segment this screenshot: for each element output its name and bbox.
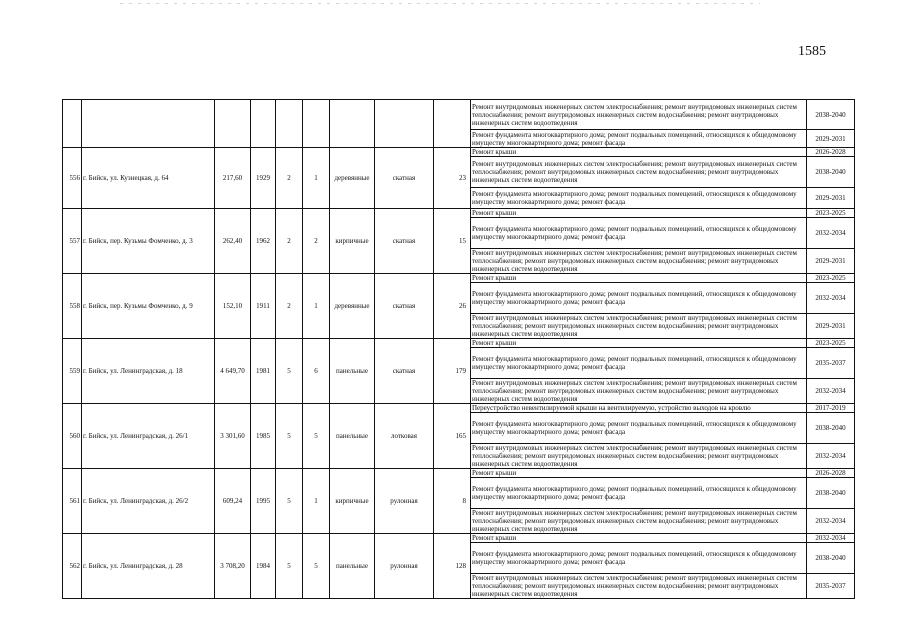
cell-address: г. Бийск, пер. Кузьмы Фомченко, д. 9	[82, 274, 215, 339]
table-row	[63, 404, 855, 413]
cell-area: 262,40	[215, 209, 251, 274]
cell-period: 2023-2025	[807, 339, 855, 348]
capital-repair-table	[62, 99, 855, 599]
cell-work-description: Ремонт крыши	[471, 209, 807, 218]
cell-floors: 2	[276, 209, 303, 274]
cell-period: 2035-2037	[807, 348, 855, 379]
cell-wall-material: деревянные	[330, 274, 375, 339]
cell-apartments: 179	[434, 339, 471, 404]
cell-area: 3 708,20	[215, 534, 251, 599]
cell-entrances: 1	[303, 148, 330, 209]
cell-work-description: Ремонт фундамента многоквартирного дома; ремонт подвальных помещений, относящихся к общедомовому имуществу многоквартирного дома; ремонт фасада	[471, 283, 807, 314]
cell-address: г. Бийск, ул. Ленинградская, д. 26/2	[82, 469, 215, 534]
cell-work-description: Ремонт фундамента многоквартирного дома; ремонт подвальных помещений, относящихся к общедомовому имуществу многоквартирного дома; ремонт фасада	[471, 218, 807, 249]
cell-period: 2032-2034	[807, 283, 855, 314]
cell-floors: 5	[276, 469, 303, 534]
table-row	[63, 100, 855, 130]
cell-roof-type: рулонная	[375, 534, 434, 599]
cell-work-description: Ремонт крыши	[471, 339, 807, 348]
cell-period: 2032-2034	[807, 509, 855, 534]
cell-row-number: 558	[63, 274, 82, 339]
cell-work-description: Ремонт внутридомовых инженерных систем электроснабжения; ремонт внутридомовых инженерных систем теплоснабжения; ремонт внутридомовых инженерных систем водоснабжения; ремонт внутридомовых инженерных систем водоотведения	[471, 314, 807, 339]
table-row	[63, 469, 855, 478]
cell-period: 2029-2031	[807, 249, 855, 274]
cell-work-description: Ремонт фундамента многоквартирного дома; ремонт подвальных помещений, относящихся к общедомовому имуществу многоквартирного дома; ремонт фасада	[471, 543, 807, 574]
cell-work-description: Переустройство невентилируемой крыши на вентилируемую, устройство выходов на кровлю	[471, 404, 807, 413]
cell-period: 2038-2040	[807, 157, 855, 188]
cell-build-year: 1962	[251, 209, 276, 274]
cell-period: 2035-2037	[807, 574, 855, 599]
cell-floors: 5	[276, 534, 303, 599]
cell-entrances: 1	[303, 274, 330, 339]
cell-work-description: Ремонт фундамента многоквартирного дома; ремонт подвальных помещений, относящихся к общедомовому имуществу многоквартирного дома; ремонт фасада	[471, 478, 807, 509]
cell-period: 2032-2034	[807, 379, 855, 404]
cell-build-year: 1984	[251, 534, 276, 599]
cell-work-description: Ремонт фундамента многоквартирного дома; ремонт подвальных помещений, относящихся к общедомовому имуществу многоквартирного дома; ремонт фасада	[471, 413, 807, 444]
cell-period: 2023-2025	[807, 209, 855, 218]
cell-roof-type: скатная	[375, 209, 434, 274]
scan-artifact-line	[120, 3, 760, 4]
cell-wall-material: панельные	[330, 404, 375, 469]
cell-empty	[375, 100, 434, 148]
cell-roof-type: рулонная	[375, 469, 434, 534]
cell-period: 2032-2034	[807, 218, 855, 249]
cell-period: 2023-2025	[807, 274, 855, 283]
table-row	[63, 148, 855, 157]
cell-area: 152,10	[215, 274, 251, 339]
cell-work-description: Ремонт фундамента многоквартирного дома; ремонт подвальных помещений, относящихся к общедомовому имуществу многоквартирного дома; ремонт фасада	[471, 130, 807, 148]
cell-wall-material: панельные	[330, 534, 375, 599]
cell-address: г. Бийск, ул. Кузнецкая, д. 64	[82, 148, 215, 209]
cell-area: 3 301,60	[215, 404, 251, 469]
cell-floors: 5	[276, 404, 303, 469]
cell-work-description: Ремонт крыши	[471, 148, 807, 157]
cell-period: 2026-2028	[807, 469, 855, 478]
cell-empty	[251, 100, 276, 148]
cell-build-year: 1911	[251, 274, 276, 339]
cell-work-description: Ремонт крыши	[471, 469, 807, 478]
cell-build-year: 1985	[251, 404, 276, 469]
cell-address: г. Бийск, ул. Ленинградская, д. 18	[82, 339, 215, 404]
cell-row-number: 561	[63, 469, 82, 534]
cell-row-number: 559	[63, 339, 82, 404]
cell-entrances: 6	[303, 339, 330, 404]
cell-floors: 5	[276, 339, 303, 404]
cell-period: 2038-2040	[807, 543, 855, 574]
cell-roof-type: скатная	[375, 148, 434, 209]
cell-apartments: 8	[434, 469, 471, 534]
cell-roof-type: скатная	[375, 339, 434, 404]
cell-build-year: 1995	[251, 469, 276, 534]
cell-wall-material: панельные	[330, 339, 375, 404]
page-number: 1585	[798, 44, 826, 59]
cell-area: 609,24	[215, 469, 251, 534]
table-row	[63, 274, 855, 283]
cell-address: г. Бийск, ул. Ленинградская, д. 26/1	[82, 404, 215, 469]
cell-area: 217,60	[215, 148, 251, 209]
cell-roof-type: скатная	[375, 274, 434, 339]
cell-apartments: 165	[434, 404, 471, 469]
cell-apartments: 23	[434, 148, 471, 209]
cell-period: 2029-2031	[807, 188, 855, 209]
cell-work-description: Ремонт внутридомовых инженерных систем электроснабжения; ремонт внутридомовых инженерных систем теплоснабжения; ремонт внутридомовых инженерных систем водоснабжения; ремонт внутридомовых инженерных систем водоотведения	[471, 100, 807, 130]
cell-wall-material: кирпичные	[330, 209, 375, 274]
cell-work-description: Ремонт внутридомовых инженерных систем электроснабжения; ремонт внутридомовых инженерных систем теплоснабжения; ремонт внутридомовых инженерных систем водоснабжения; ремонт внутридомовых инженерных систем водоотведения	[471, 444, 807, 469]
cell-work-description: Ремонт крыши	[471, 274, 807, 283]
cell-work-description: Ремонт внутридомовых инженерных систем электроснабжения; ремонт внутридомовых инженерных систем теплоснабжения; ремонт внутридомовых инженерных систем водоснабжения; ремонт внутридомовых инженерных систем водоотведения	[471, 574, 807, 599]
cell-period: 2026-2028	[807, 148, 855, 157]
cell-floors: 2	[276, 148, 303, 209]
table-row	[63, 339, 855, 348]
cell-period: 2038-2040	[807, 413, 855, 444]
cell-period: 2038-2040	[807, 478, 855, 509]
table-row	[63, 209, 855, 218]
cell-area: 4 649,70	[215, 339, 251, 404]
cell-work-description: Ремонт внутридомовых инженерных систем электроснабжения; ремонт внутридомовых инженерных систем теплоснабжения; ремонт внутридомовых инженерных систем водоснабжения; ремонт внутридомовых инженерных систем водоотведения	[471, 509, 807, 534]
cell-period: 2029-2031	[807, 130, 855, 148]
cell-work-description: Ремонт фундамента многоквартирного дома; ремонт подвальных помещений, относящихся к общедомовому имуществу многоквартирного дома; ремонт фасада	[471, 188, 807, 209]
cell-empty	[82, 100, 215, 148]
cell-row-number: 560	[63, 404, 82, 469]
cell-build-year: 1981	[251, 339, 276, 404]
cell-entrances: 2	[303, 209, 330, 274]
cell-empty	[276, 100, 303, 148]
cell-apartments: 15	[434, 209, 471, 274]
cell-work-description: Ремонт внутридомовых инженерных систем электроснабжения; ремонт внутридомовых инженерных систем теплоснабжения; ремонт внутридомовых инженерных систем водоснабжения; ремонт внутридомовых инженерных систем водоотведения	[471, 249, 807, 274]
cell-row-number: 562	[63, 534, 82, 599]
cell-period: 2017-2019	[807, 404, 855, 413]
cell-entrances: 5	[303, 404, 330, 469]
cell-wall-material: кирпичные	[330, 469, 375, 534]
cell-empty	[330, 100, 375, 148]
cell-address: г. Бийск, пер. Кузьмы Фомченко, д. 3	[82, 209, 215, 274]
table-body	[63, 100, 855, 599]
table-row	[63, 534, 855, 543]
cell-empty	[434, 100, 471, 148]
cell-build-year: 1929	[251, 148, 276, 209]
cell-work-description: Ремонт крыши	[471, 534, 807, 543]
cell-entrances: 1	[303, 469, 330, 534]
cell-apartments: 26	[434, 274, 471, 339]
cell-empty	[63, 100, 82, 148]
cell-empty	[215, 100, 251, 148]
cell-work-description: Ремонт фундамента многоквартирного дома; ремонт подвальных помещений, относящихся к общедомовому имуществу многоквартирного дома; ремонт фасада	[471, 348, 807, 379]
cell-wall-material: деревянные	[330, 148, 375, 209]
cell-address: г. Бийск, ул. Ленинградская, д. 28	[82, 534, 215, 599]
cell-period: 2032-2034	[807, 534, 855, 543]
cell-roof-type: лотковая	[375, 404, 434, 469]
cell-entrances: 5	[303, 534, 330, 599]
cell-apartments: 128	[434, 534, 471, 599]
cell-floors: 2	[276, 274, 303, 339]
cell-period: 2032-2034	[807, 444, 855, 469]
cell-period: 2029-2031	[807, 314, 855, 339]
cell-row-number: 557	[63, 209, 82, 274]
cell-work-description: Ремонт внутридомовых инженерных систем электроснабжения; ремонт внутридомовых инженерных систем теплоснабжения; ремонт внутридомовых инженерных систем водоснабжения; ремонт внутридомовых инженерных систем водоотведения	[471, 379, 807, 404]
cell-row-number: 556	[63, 148, 82, 209]
cell-work-description: Ремонт внутридомовых инженерных систем электроснабжения; ремонт внутридомовых инженерных систем теплоснабжения; ремонт внутридомовых инженерных систем водоснабжения; ремонт внутридомовых инженерных систем водоотведения	[471, 157, 807, 188]
cell-empty	[303, 100, 330, 148]
cell-period: 2038-2040	[807, 100, 855, 130]
